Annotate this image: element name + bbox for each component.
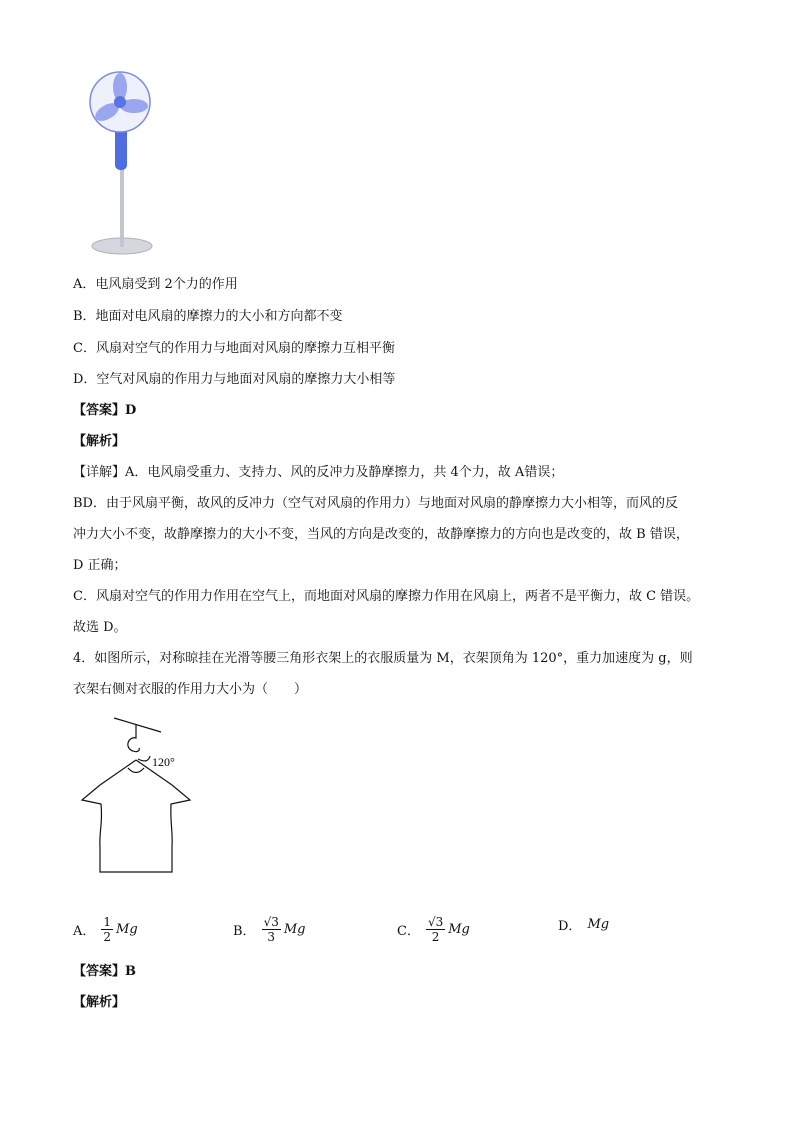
- q4-answer: 【答案】B: [73, 964, 136, 979]
- hanger-left-arm: [100, 760, 136, 785]
- fan-hub: [114, 96, 126, 108]
- q3-answer: 【答案】D: [73, 403, 137, 418]
- q3-detail-2: BD．由于风扇平衡，故风的反冲力（空气对风扇的作用力）与地面对风扇的静摩擦力大小相等，而风的反: [73, 496, 678, 511]
- fraction: $\frac{√3}{3}$: [263, 915, 279, 944]
- q3-detail-3: 冲力大小不变，故静摩擦力的大小不变，当风的方向是改变的，故静摩擦力的方向也是改变的，故 B 错误，: [73, 527, 689, 542]
- fan-pole: [120, 165, 124, 247]
- q3-option-b: B．地面对电风扇的摩擦力的大小和方向都不变: [73, 309, 343, 324]
- hanger-hook: [128, 724, 139, 752]
- q4-analysis-label: 【解析】: [73, 995, 126, 1010]
- q4-stem-line-1: 4．如图所示，对称晾挂在光滑等腰三角形衣架上的衣服质量为 M，衣架顶角为 120°，重力加速度为 g，则: [73, 651, 693, 666]
- q3-option-a: A．电风扇受到 2个力的作用: [73, 277, 238, 292]
- q4-option-b: B． $\frac{√3}{3}$ Mg: [233, 915, 306, 944]
- q4-option-d: D． Mg: [558, 917, 610, 934]
- q4-option-c: C． $\frac{√3}{2}$ Mg: [397, 915, 470, 944]
- electric-fan-figure: [80, 70, 160, 260]
- shirt-outline: [82, 785, 190, 872]
- q3-detail-1: 【详解】A．电风扇受重力、支持力、风的反冲力及静摩擦力，共 4个力，故 A错误；: [73, 465, 564, 480]
- q3-detail-4: D 正确；: [73, 558, 127, 573]
- q3-option-c: C．风扇对空气的作用力与地面对风扇的摩擦力互相平衡: [73, 341, 395, 356]
- q4-option-a: A． $\frac{1}{2}$ Mg: [73, 915, 138, 944]
- q3-detail-5: C．风扇对空气的作用力作用在空气上，而地面对风扇的摩擦力作用在风扇上，两者不是平衡力，故 C 错误。: [73, 589, 700, 604]
- shirt-neckline: [128, 768, 144, 773]
- fraction: $\frac{√3}{2}$: [427, 915, 444, 944]
- q4-stem-line-2: 衣架右侧对衣服的作用力大小为（ ）: [73, 682, 308, 697]
- q3-analysis-label: 【解析】: [73, 434, 126, 449]
- q3-option-d: D．空气对风扇的作用力与地面对风扇的摩擦力大小相等: [73, 372, 396, 387]
- angle-arc: [138, 756, 150, 761]
- clothes-hanger-figure: [78, 712, 208, 882]
- fraction: $\frac{1}{2}$: [103, 915, 112, 944]
- hanging-rod: [114, 718, 161, 732]
- q3-conclusion: 故选 D。: [73, 620, 127, 635]
- angle-label: 120°: [152, 755, 175, 769]
